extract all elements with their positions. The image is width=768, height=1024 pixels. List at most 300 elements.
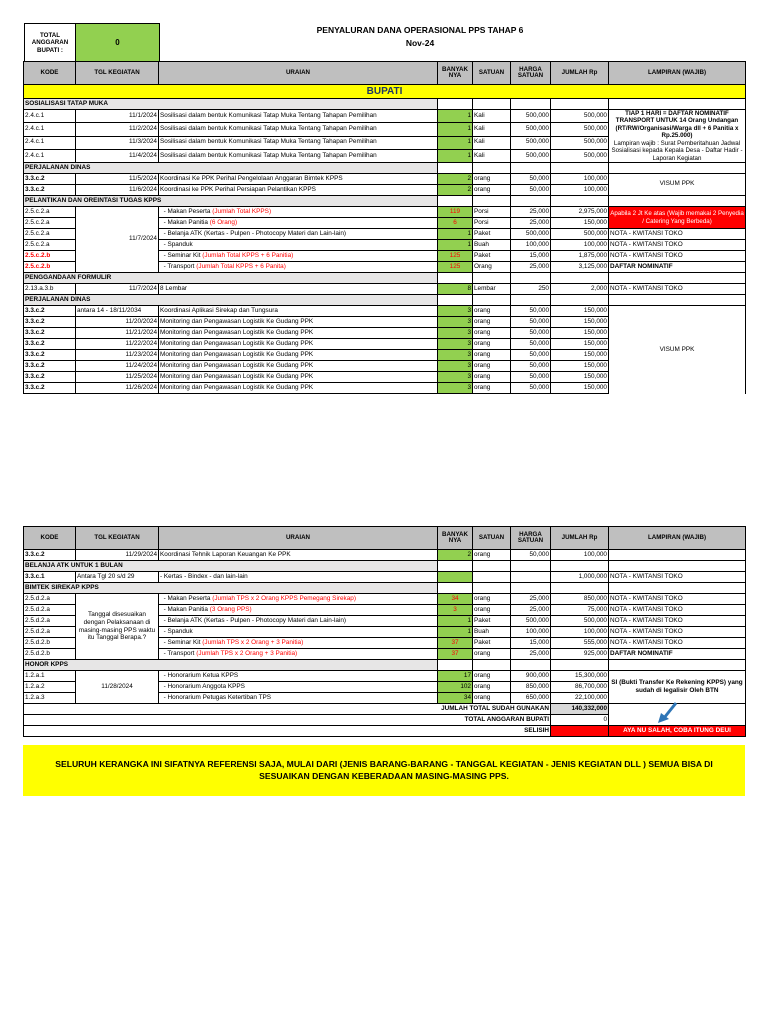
cell-text-block: Lampiran wajib : Surat Pemberitahuan Jadwal Sosialisasi kepada Kepala Desa - Daftar Hadir - Laporan Kegiatan — [611, 139, 743, 162]
table-cell: 50,000 — [511, 383, 551, 394]
table-cell — [511, 99, 551, 110]
table-cell: 3.3.c.2 — [24, 185, 76, 196]
table-cell — [438, 572, 473, 583]
total-budget-cell: 0 — [551, 715, 609, 726]
table-cell: Kali — [473, 123, 511, 136]
table-cell: 3.3.c.1 — [24, 572, 76, 583]
table-cell — [473, 163, 511, 174]
cell-text: - Makan Panitia — [163, 605, 210, 613]
table-cell — [473, 572, 511, 583]
table-cell: 3.3.c.2 — [24, 306, 76, 317]
table-cell: 11/29/2024 — [76, 550, 159, 561]
table-cell: PENGGANDAAN FORMULIR — [24, 273, 438, 284]
table-cell: 2.5.c.2.a — [24, 240, 76, 251]
table-cell: 500,000 — [551, 229, 609, 240]
table-cell[interactable]: 37 — [438, 649, 473, 660]
table-cell: 11/5/2024 — [76, 174, 159, 185]
table-cell: 2.4.c.1 — [24, 123, 76, 136]
table-cell: 1,000,000 — [551, 572, 609, 583]
section-header — [24, 99, 746, 110]
table-cell: 25,000 — [511, 649, 551, 660]
table-cell: 500,000 — [511, 229, 551, 240]
table-cell — [473, 660, 511, 671]
table-cell: orang — [473, 550, 511, 561]
table-cell: 11/3/2024 — [76, 136, 159, 149]
catering-warning: Apabila 2 Jt Ke atas (Wajib memakai 2 Penyedia / Catering Yang Berbeda) — [609, 207, 746, 229]
table-cell — [551, 273, 609, 284]
table-cell — [438, 561, 473, 572]
table-cell[interactable]: 1 — [438, 136, 473, 149]
table-cell: Lembar — [473, 284, 511, 295]
table-cell: - Kertas - Bindex - dan lain-lain — [159, 572, 438, 583]
table-cell: 2.5.d.2.b — [24, 649, 76, 660]
table-cell: Sosilisasi dalam bentuk Komunikasi Tatap Muka Tentang Tahapan Pemilihan — [159, 110, 438, 123]
table-cell: Porsi — [473, 218, 511, 229]
cell-text: - Seminar Kit — [163, 638, 203, 646]
table-cell[interactable]: 102 — [438, 682, 473, 693]
table-cell: orang — [473, 372, 511, 383]
table-cell[interactable]: 37 — [438, 638, 473, 649]
table-cell: HONOR KPPS — [24, 660, 438, 671]
table-cell: 100,000 — [551, 627, 609, 638]
table-cell — [609, 550, 746, 561]
table-cell: NOTA - KWITANSI TOKO — [609, 284, 746, 295]
table-cell: 500,000 — [511, 136, 551, 149]
table-cell: 1.2.a.2 — [24, 682, 76, 693]
table-cell: 2.5.c.2.b — [24, 251, 76, 262]
reference-note: SELURUH KERANGKA INI SIFATNYA REFERENSI SAJA, MULAI DARI (JENIS BARANG-BARANG - TANGGAL KEGIATAN - JENIS KEGIATAN DLL ) SEMUA BISA DI SESUAIKAN DENGAN KEBERADAAN MASING-MASING PPS. — [23, 745, 745, 796]
table-cell: 500,000 — [551, 136, 609, 149]
table-cell: orang — [473, 317, 511, 328]
cell-text: - Transport — [163, 262, 197, 270]
table-cell: 100,000 — [551, 240, 609, 251]
table-cell: TGL KEGIATAN — [76, 527, 159, 550]
table-cell: 50,000 — [511, 361, 551, 372]
table-cell: 22,100,000 — [551, 693, 609, 704]
cell-text: - Makan Peserta — [163, 594, 213, 602]
table-cell: Monitoring dan Pengawasan Logistik Ke Gudang PPK — [159, 328, 438, 339]
table-cell[interactable]: 1 — [438, 616, 473, 627]
table-cell[interactable]: 6 — [438, 218, 473, 229]
section-header — [24, 561, 746, 572]
table-cell: 11/20/2024 — [76, 317, 159, 328]
table-cell: NOTA - KWITANSI TOKO — [609, 229, 746, 240]
cell-text: (Jumlah Total KPPS) — [212, 207, 272, 215]
table-cell: 150,000 — [551, 306, 609, 317]
table-cell[interactable]: 1 — [438, 240, 473, 251]
col-satuan: SATUAN — [473, 62, 511, 85]
section-header — [24, 163, 746, 174]
table-cell: 50,000 — [511, 350, 551, 361]
warning-cell: AYA NU SALAH, COBA ITUNG DEUI — [609, 726, 746, 737]
table-cell[interactable]: 17 — [438, 671, 473, 682]
table-cell: 100,000 — [551, 550, 609, 561]
table-cell — [551, 561, 609, 572]
table-cell: 3 — [438, 328, 473, 339]
table-cell: 25,000 — [511, 605, 551, 616]
table-cell — [551, 196, 609, 207]
table-cell: 500,000 — [551, 110, 609, 123]
table-cell: 15,000 — [511, 638, 551, 649]
bimtek-date-note: Tanggal disesuaikan dengan Pelaksanaan di masing-masing PPS waktu itu Tanggal Berapa.? — [76, 594, 159, 660]
table-cell: Koordinasi Tehnik Laporan Keuangan Ke PPK — [159, 550, 438, 561]
table-cell — [609, 163, 746, 174]
table-cell: 2.5.c.2.a — [24, 229, 76, 240]
budget-summary — [24, 23, 160, 63]
table-cell: 900,000 — [511, 671, 551, 682]
table-cell — [159, 649, 438, 660]
table-row — [24, 174, 746, 185]
table-cell: Sosilisasi dalam bentuk Komunikasi Tatap Muka Tentang Tahapan Pemilihan — [159, 136, 438, 149]
table-cell: 850,000 — [551, 594, 609, 605]
table-cell[interactable]: 125 — [438, 262, 473, 273]
table-cell: Paket — [473, 616, 511, 627]
table-cell[interactable]: 125 — [438, 251, 473, 262]
table-cell: 500,000 — [511, 123, 551, 136]
table-cell: NOTA - KWITANSI TOKO — [609, 594, 746, 605]
table-cell: NOTA - KWITANSI TOKO — [609, 616, 746, 627]
table-cell — [551, 295, 609, 306]
table-cell: 3.3.c.2 — [24, 328, 76, 339]
table-cell: 3 — [438, 383, 473, 394]
table-cell: Paket — [473, 251, 511, 262]
table-cell: 555,000 — [551, 638, 609, 649]
table-cell: orang — [473, 693, 511, 704]
table-cell: 15,300,000 — [551, 671, 609, 682]
table-cell: NOTA - KWITANSI TOKO — [609, 638, 746, 649]
table-header — [24, 62, 746, 85]
table-cell — [473, 99, 511, 110]
cell-text: - Seminar Kit — [163, 251, 203, 259]
table-cell: 500,000 — [511, 149, 551, 162]
table-cell: Monitoring dan Pengawasan Logistik Ke Gudang PPK — [159, 372, 438, 383]
table-cell: 11/7/2024 — [76, 284, 159, 295]
total-budget-row — [24, 715, 746, 726]
table-cell — [511, 660, 551, 671]
col-lampiran: LAMPIRAN (WAJIB) — [609, 62, 746, 85]
col-banyak: BANYAK NYA — [438, 62, 473, 85]
table-cell: TOTAL ANGGARAN BUPATI — [24, 715, 551, 726]
table-cell: 86,700,000 — [551, 682, 609, 693]
cell-text: (3 Orang PPS) — [209, 605, 252, 613]
table-cell — [159, 251, 438, 262]
table-row — [24, 550, 746, 561]
lampiran-sosialisasi — [609, 110, 746, 163]
table-cell: 100,000 — [551, 174, 609, 185]
table-cell: 150,000 — [551, 339, 609, 350]
table-cell[interactable]: 34 — [438, 693, 473, 704]
table-cell — [438, 273, 473, 284]
cell-text: - Belanja ATK (Kertas - Pulpen - Photocopy Materi dan Lain-lain) — [163, 616, 347, 624]
table-cell — [609, 660, 746, 671]
table-cell — [609, 561, 746, 572]
table-cell — [511, 163, 551, 174]
table-cell: 3.3.c.2 — [24, 317, 76, 328]
table-row — [24, 594, 746, 605]
table-cell — [438, 295, 473, 306]
table-cell: 8 Lembar — [159, 284, 438, 295]
table-cell: 3,125,000 — [551, 262, 609, 273]
table-cell: PERJALANAN DINAS — [24, 163, 438, 174]
table-cell: 2.5.d.2.a — [24, 616, 76, 627]
table-cell: LAMPIRAN (WAJIB) — [609, 527, 746, 550]
cell-text: (Jumlah TPS x 2 Orang + 3 Panitia) — [202, 638, 304, 646]
table-cell: 500,000 — [511, 110, 551, 123]
cell-text: - Makan Panitia — [163, 218, 210, 226]
section-header — [24, 273, 746, 284]
table-cell — [551, 660, 609, 671]
selisih-row — [24, 726, 746, 737]
table-cell — [159, 638, 438, 649]
table-cell: BELANJA ATK UNTUK 1 BULAN — [24, 561, 438, 572]
table-cell: Kali — [473, 149, 511, 162]
table-cell: 11/23/2024 — [76, 350, 159, 361]
table-cell: JUMLAH TOTAL SUDAH GUNAKAN — [24, 704, 551, 715]
table-cell — [609, 99, 746, 110]
table-cell: 1.2.a.1 — [24, 671, 76, 682]
table-cell: 3 — [438, 339, 473, 350]
table-cell: 3 — [438, 350, 473, 361]
table-cell: 2.5.c.2.b — [24, 262, 76, 273]
table-cell: 3.3.c.2 — [24, 174, 76, 185]
table-cell: 11/26/2024 — [76, 383, 159, 394]
table-cell[interactable]: 3 — [438, 605, 473, 616]
table-cell — [159, 693, 438, 704]
table-cell — [511, 295, 551, 306]
cell-text: - Makan Peserta — [163, 207, 213, 215]
table-cell: orang — [473, 649, 511, 660]
table-cell: 3.3.c.2 — [24, 383, 76, 394]
table-cell — [159, 616, 438, 627]
col-jumlah: JUMLAH Rp — [551, 62, 609, 85]
table-cell: 500,000 — [551, 123, 609, 136]
table-cell: orang — [473, 185, 511, 196]
table-cell: Sosilisasi dalam bentuk Komunikasi Tatap Muka Tentang Tahapan Pemilihan — [159, 149, 438, 162]
table-cell — [438, 99, 473, 110]
table-cell: 500,000 — [551, 616, 609, 627]
table-cell: 2.13.a.3.b — [24, 284, 76, 295]
honor-date: 11/28/2024 — [76, 671, 159, 704]
table-cell: Monitoring dan Pengawasan Logistik Ke Gudang PPK — [159, 317, 438, 328]
table-cell: Buah — [473, 240, 511, 251]
lampiran-visum-2: VISUM PPK — [609, 306, 746, 394]
table-cell — [511, 561, 551, 572]
page-title: PENYALURAN DANA OPERASIONAL PPS TAHAP 6 — [316, 25, 524, 35]
selisih-value — [551, 726, 609, 737]
col-kode: KODE — [24, 62, 76, 85]
table-cell: Koordinasi ke PPK Perihal Persiapan Pelantikan KPPS — [159, 185, 438, 196]
table-cell: 2.5.d.2.a — [24, 594, 76, 605]
table-cell: HARGA SATUAN — [511, 527, 551, 550]
section-header — [24, 583, 746, 594]
budget-table-2 — [23, 526, 746, 737]
budget-table-1 — [23, 61, 746, 394]
table-cell — [438, 583, 473, 594]
table-cell: 2,975,000 — [551, 207, 609, 218]
table-cell[interactable]: 34 — [438, 594, 473, 605]
table-cell: 3.3.c.2 — [24, 339, 76, 350]
table-cell — [511, 572, 551, 583]
table-cell: Orang — [473, 262, 511, 273]
section-header — [24, 295, 746, 306]
table-cell[interactable]: 1 — [438, 627, 473, 638]
cell-text: (6 Orang) — [209, 218, 238, 226]
table-cell: BANYAK NYA — [438, 527, 473, 550]
table-cell: 2.5.c.2.a — [24, 218, 76, 229]
table-cell: 925,000 — [551, 649, 609, 660]
cell-text: - Spanduk — [163, 627, 193, 635]
table-cell: Monitoring dan Pengawasan Logistik Ke Gudang PPK — [159, 383, 438, 394]
table-cell: 100,000 — [511, 240, 551, 251]
table-cell: PELANTIKAN DAN OREINTASI TUGAS KPPS — [24, 196, 438, 207]
table-cell[interactable]: 3 — [438, 306, 473, 317]
table-cell — [609, 583, 746, 594]
table-cell: 3 — [438, 372, 473, 383]
table-cell: Monitoring dan Pengawasan Logistik Ke Gudang PPK — [159, 339, 438, 350]
table-cell[interactable]: 119 — [438, 207, 473, 218]
table-cell: Buah — [473, 627, 511, 638]
table-cell[interactable]: 1 — [438, 229, 473, 240]
table-row — [24, 284, 746, 295]
table-cell: 2.5.d.2.b — [24, 638, 76, 649]
table-cell: orang — [473, 594, 511, 605]
table-cell: 50,000 — [511, 372, 551, 383]
table-cell: SELISIH — [24, 726, 551, 737]
honor-lampiran: SI (Bukti Transfer Ke Rekening KPPS) yang sudah di legalisir Oleh BTN — [609, 671, 746, 704]
table-cell — [609, 273, 746, 284]
total-budget-value[interactable]: 0 — [76, 24, 160, 63]
table-cell: 2.4.c.1 — [24, 149, 76, 162]
table-cell — [159, 207, 438, 218]
table-cell: 25,000 — [511, 594, 551, 605]
cell-text: (Jumlah Total KPPS + 6 Panita) — [196, 262, 286, 270]
table-cell — [159, 262, 438, 273]
table-row — [24, 572, 746, 583]
table-cell: orang — [473, 671, 511, 682]
table-cell[interactable]: 8 — [438, 284, 473, 295]
table-cell — [551, 583, 609, 594]
table-cell: 11/24/2024 — [76, 361, 159, 372]
table-cell — [159, 218, 438, 229]
table-cell: Porsi — [473, 207, 511, 218]
table-cell[interactable]: 2 — [438, 550, 473, 561]
table-cell: 50,000 — [511, 185, 551, 196]
table-cell: orang — [473, 605, 511, 616]
table-cell: 3.3.c.2 — [24, 550, 76, 561]
table-cell[interactable]: 2 — [438, 185, 473, 196]
table-cell: 150,000 — [551, 361, 609, 372]
table-cell — [609, 196, 746, 207]
cell-text: - Spanduk — [163, 240, 193, 248]
table-cell: 150,000 — [551, 218, 609, 229]
table-cell: DAFTAR NOMINATIF — [609, 649, 746, 660]
table-cell: NOTA - KWITANSI TOKO — [609, 572, 746, 583]
table-cell: 11/21/2024 — [76, 328, 159, 339]
table-cell: antara 14 - 18/11/2034 — [76, 306, 159, 317]
total-used-value: 140,332,000 — [551, 704, 609, 715]
total-used-row — [24, 704, 746, 715]
table-cell: 3 — [438, 317, 473, 328]
table-cell: JUMLAH Rp — [551, 527, 609, 550]
table-row — [24, 85, 746, 99]
page-subtitle: Nov-24 — [405, 38, 435, 48]
table-cell — [511, 273, 551, 284]
table-cell: 2.5.d.2.a — [24, 605, 76, 616]
table-cell: 2.4.c.1 — [24, 136, 76, 149]
table-cell: KODE — [24, 527, 76, 550]
table-cell: 11/1/2024 — [76, 110, 159, 123]
table-cell[interactable]: 2 — [438, 174, 473, 185]
table-cell: SATUAN — [473, 527, 511, 550]
table-cell — [159, 229, 438, 240]
table-cell: Koordinasi Ke PPK Perihal Pengelolaan Anggaran Bimtek KPPS — [159, 174, 438, 185]
table-cell — [511, 196, 551, 207]
table-cell: 1,875,000 — [551, 251, 609, 262]
table-cell — [473, 295, 511, 306]
table-cell: 500,000 — [511, 616, 551, 627]
cell-text-block: TIAP 1 HARI = DAFTAR NOMINATIF TRANSPORT UNTUK 14 Orang Undangan (RT/RW/Organisasi/Warga dll + 6 Panitia x Rp.25.000) — [615, 110, 739, 140]
table-cell: Antara Tgl 20 s/d 29 — [76, 572, 159, 583]
table-cell: 11/25/2024 — [76, 372, 159, 383]
arrow-icon — [652, 700, 682, 726]
table-cell: 2.5.c.2.a — [24, 207, 76, 218]
cell-text: - Honorarium Anggota KPPS — [163, 682, 245, 690]
table-cell: NOTA - KWITANSI TOKO — [609, 627, 746, 638]
table-cell — [609, 295, 746, 306]
table-row — [24, 306, 746, 317]
table-cell: Kali — [473, 136, 511, 149]
table-cell — [551, 163, 609, 174]
table-cell: NOTA - KWITANSI TOKO — [609, 605, 746, 616]
table-cell — [473, 583, 511, 594]
table-cell — [159, 627, 438, 638]
cell-text: - Belanja ATK (Kertas - Pulpen - Photocopy Materi dan Lain-lain) — [163, 229, 347, 237]
table-cell — [159, 682, 438, 693]
col-harga: HARGA SATUAN — [511, 62, 551, 85]
table-cell: 150,000 — [551, 383, 609, 394]
table-cell: 50,000 — [511, 317, 551, 328]
table-cell: NOTA - KWITANSI TOKO — [609, 240, 746, 251]
table-cell: 50,000 — [511, 339, 551, 350]
table-cell: 3.3.c.2 — [24, 350, 76, 361]
table-cell: DAFTAR NOMINATIF — [609, 262, 746, 273]
table-header — [24, 527, 746, 550]
table-cell: Monitoring dan Pengawasan Logistik Ke Gudang PPK — [159, 350, 438, 361]
table-cell — [511, 583, 551, 594]
table-cell — [159, 671, 438, 682]
table-cell: 11/22/2024 — [76, 339, 159, 350]
table-cell: 2,000 — [551, 284, 609, 295]
table-cell: 3 — [438, 361, 473, 372]
table-row — [24, 110, 746, 123]
cell-text: (Jumlah TPS x 2 Orang KPPS Pemegang Sirekap) — [212, 594, 356, 602]
table-cell — [159, 605, 438, 616]
table-cell: orang — [473, 174, 511, 185]
table-cell — [473, 561, 511, 572]
table-cell — [438, 196, 473, 207]
cell-text: (Jumlah TPS x 2 Orang + 3 Panitia) — [196, 649, 298, 657]
table-cell: orang — [473, 361, 511, 372]
table-cell[interactable]: 1 — [438, 123, 473, 136]
table-cell: Paket — [473, 638, 511, 649]
table-cell: 100,000 — [511, 627, 551, 638]
table-cell[interactable]: 1 — [438, 110, 473, 123]
section-header — [24, 660, 746, 671]
table-cell: 11/4/2024 — [76, 149, 159, 162]
table-cell: 50,000 — [511, 328, 551, 339]
table-cell[interactable]: 1 — [438, 149, 473, 162]
table-cell: BIMTEK SIREKAP KPPS — [24, 583, 438, 594]
